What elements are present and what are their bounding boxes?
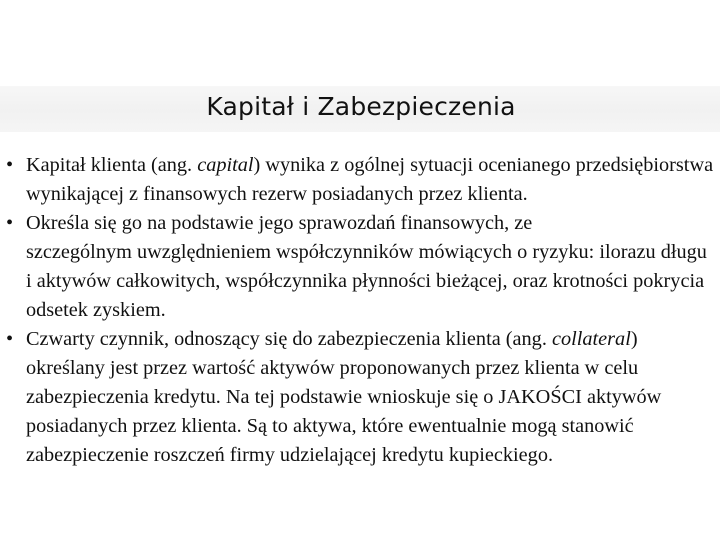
bullet-text: Czwarty czynnik, odnoszący się do zabezpieczenia klienta (ang. <box>26 328 552 350</box>
bullet-text: Kapitał klienta (ang. <box>26 154 198 176</box>
bullet-text: ) wynika z ogólnej sytuacji ocenianego przedsiębiorstwa wynikającej z finansowych rezerw posiadanych przez klienta. <box>26 154 714 205</box>
bullet-term: capital <box>197 154 254 176</box>
bullet-term: collateral <box>551 328 631 350</box>
bullet-item-collateral <box>6 325 714 470</box>
bullet-marker: • <box>6 328 14 350</box>
slide-title: Kapitał i Zabezpieczenia <box>206 92 516 121</box>
bullet-text: Określa się go na podstawie jego sprawozdań finansowych, ze <box>26 212 533 234</box>
bullet-text: ) określany jest przez wartość aktywów proponowanych przez klienta w celu zabezpieczenia kredytu. Na tej podstawie wnioskuje się o JAKOŚCI aktywów posiadanych przez klienta. Są to aktywa, które ewentualnie mogą stanowić zabezpieczenie roszczeń firmy udzielającej kredytu kupieckiego. <box>26 328 662 466</box>
bullet-text: szczególnym uwzględnieniem współczynników mówiących o ryzyku: ilorazu długu i aktywów całkowitych, współczynnika płynności bieżącej, oraz krotności pokrycia odsetek zyskiem. <box>26 241 707 321</box>
bullet-marker: • <box>6 154 14 176</box>
bullet-list <box>6 151 714 470</box>
bullet-marker: • <box>6 212 14 234</box>
bullet-item-financial-statements <box>6 209 714 325</box>
bullet-item-capital <box>6 151 714 209</box>
